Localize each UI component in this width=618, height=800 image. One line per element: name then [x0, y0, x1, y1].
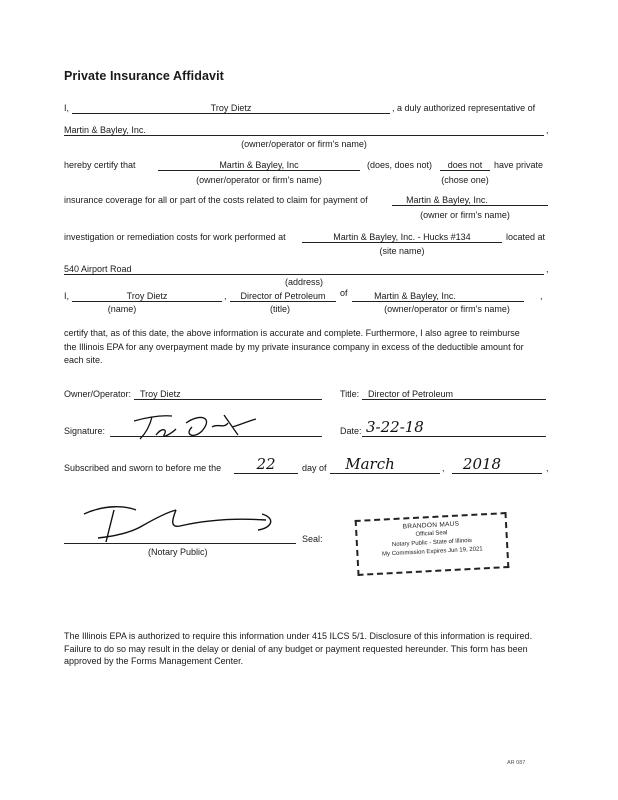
certification-paragraph: certify that, as of this date, the above information is accurate and complete. Furthermore, I also agree to reimburse the Illinois EPA for any overpayment made by my private insurance company in excess of the deductible amount for each site.	[64, 328, 524, 365]
row7-trailing-comma: ,	[540, 291, 543, 301]
subscribed-text: Subscribed and sworn to before me the	[64, 463, 222, 473]
date-value[interactable]: 3-22-18	[366, 418, 424, 436]
month-comma: ,	[442, 463, 445, 473]
row4-label: (owner or firm's name)	[420, 210, 510, 220]
seal-label: Seal:	[302, 534, 323, 544]
subscribed-day[interactable]: 22	[256, 455, 276, 473]
row5-text: investigation or remediation costs for work performed at	[64, 232, 286, 242]
affiant-company[interactable]: Martin & Bayley, Inc.	[374, 291, 456, 301]
row7-label-title: (title)	[270, 304, 290, 314]
row3-prefix: hereby certify that	[64, 160, 136, 170]
row1-prefix: I,	[64, 103, 70, 113]
seal-line3: My Commission Expires Jun 19, 2021	[381, 546, 483, 558]
subscribed-year[interactable]: 2018	[462, 455, 502, 473]
row7-label-company: (owner/operator or firm's name)	[384, 304, 510, 314]
subscribed-month[interactable]: March	[345, 455, 395, 473]
row3-choice-line	[440, 170, 490, 171]
row6-comma: ,	[546, 264, 549, 274]
row5-label: (site name)	[379, 246, 425, 256]
row7-comma: ,	[224, 291, 227, 301]
affiant-title[interactable]: Director of Petroleum	[240, 291, 326, 301]
owner-label: Owner/Operator:	[64, 389, 132, 399]
day-line	[234, 473, 298, 474]
certified-company[interactable]: Martin & Bayley, Inc	[219, 160, 299, 170]
page-title: Private Insurance Affidavit	[64, 69, 224, 83]
owner-line	[134, 399, 322, 400]
representative-name[interactable]: Troy Dietz	[210, 103, 252, 113]
date-line	[362, 436, 546, 437]
notary-line	[64, 543, 296, 544]
row6-label: (address)	[284, 277, 323, 287]
notary-seal	[355, 512, 510, 576]
row4-text: insurance coverage for all or part of the costs related to claim for payment of	[64, 195, 368, 205]
row2-comma: ,	[546, 125, 549, 135]
row7-of: of	[340, 288, 348, 298]
site-address[interactable]: 540 Airport Road	[64, 264, 132, 274]
title-value[interactable]: Director of Petroleum	[368, 389, 454, 399]
row6-address-line	[64, 274, 544, 275]
year-line	[452, 473, 542, 474]
row5-suffix: located at	[506, 232, 546, 242]
seal-name: BRANDON MAUS	[402, 520, 460, 531]
row1-suffix: , a duly authorized representative of	[392, 103, 536, 113]
seal-line2: Notary Public - State of Illinois	[391, 537, 473, 549]
row3-label-left: (owner/operator or firm's name)	[196, 175, 322, 185]
affiant-name[interactable]: Troy Dietz	[126, 291, 168, 301]
seal-line1: Official Seal	[415, 530, 448, 538]
page-id: AR 087	[507, 760, 526, 766]
site-name[interactable]: Martin & Bayley, Inc. - Hucks #134	[333, 232, 471, 242]
row7-prefix: I,	[64, 291, 70, 301]
row5-site-line	[302, 242, 502, 243]
row7-company-line	[352, 301, 524, 302]
month-line	[330, 473, 440, 474]
row4-company-line	[392, 205, 548, 206]
title-label: Title:	[340, 389, 360, 399]
row1-name-line	[72, 113, 390, 114]
claim-company[interactable]: Martin & Bayley, Inc.	[406, 195, 488, 205]
row7-title-line	[230, 301, 336, 302]
represented-company[interactable]: Martin & Bayley, Inc.	[64, 125, 146, 135]
row3-label-right: (chose one)	[441, 175, 489, 185]
row2-label: (owner/operator or firm's name)	[241, 139, 367, 149]
day-of-text: day of	[302, 463, 327, 473]
coverage-choice[interactable]: does not	[447, 160, 483, 170]
row3-suffix: have private	[494, 160, 544, 170]
year-comma: ,	[546, 463, 549, 473]
signature-label: Signature:	[64, 426, 106, 436]
row7-name-line	[72, 301, 222, 302]
row3-choice-options: (does, does not)	[367, 160, 433, 170]
owner-value[interactable]: Troy Dietz	[140, 389, 181, 399]
row2-company-line	[64, 135, 544, 136]
row3-company-line	[158, 170, 360, 171]
row7-label-name: (name)	[107, 304, 137, 314]
footer-text: The Illinois EPA is authorized to require this information under 415 ILCS 5/1. Disclosure of this information is required. Failure to do so may result in the delay or denial of any budget or payment requested hereunder. This form has been approved by the Forms Management Center.	[64, 631, 533, 666]
owner-signature	[128, 405, 258, 443]
title-line	[362, 399, 546, 400]
notary-signature	[76, 498, 286, 546]
notary-label: (Notary Public)	[148, 547, 208, 557]
date-label: Date:	[340, 426, 362, 436]
